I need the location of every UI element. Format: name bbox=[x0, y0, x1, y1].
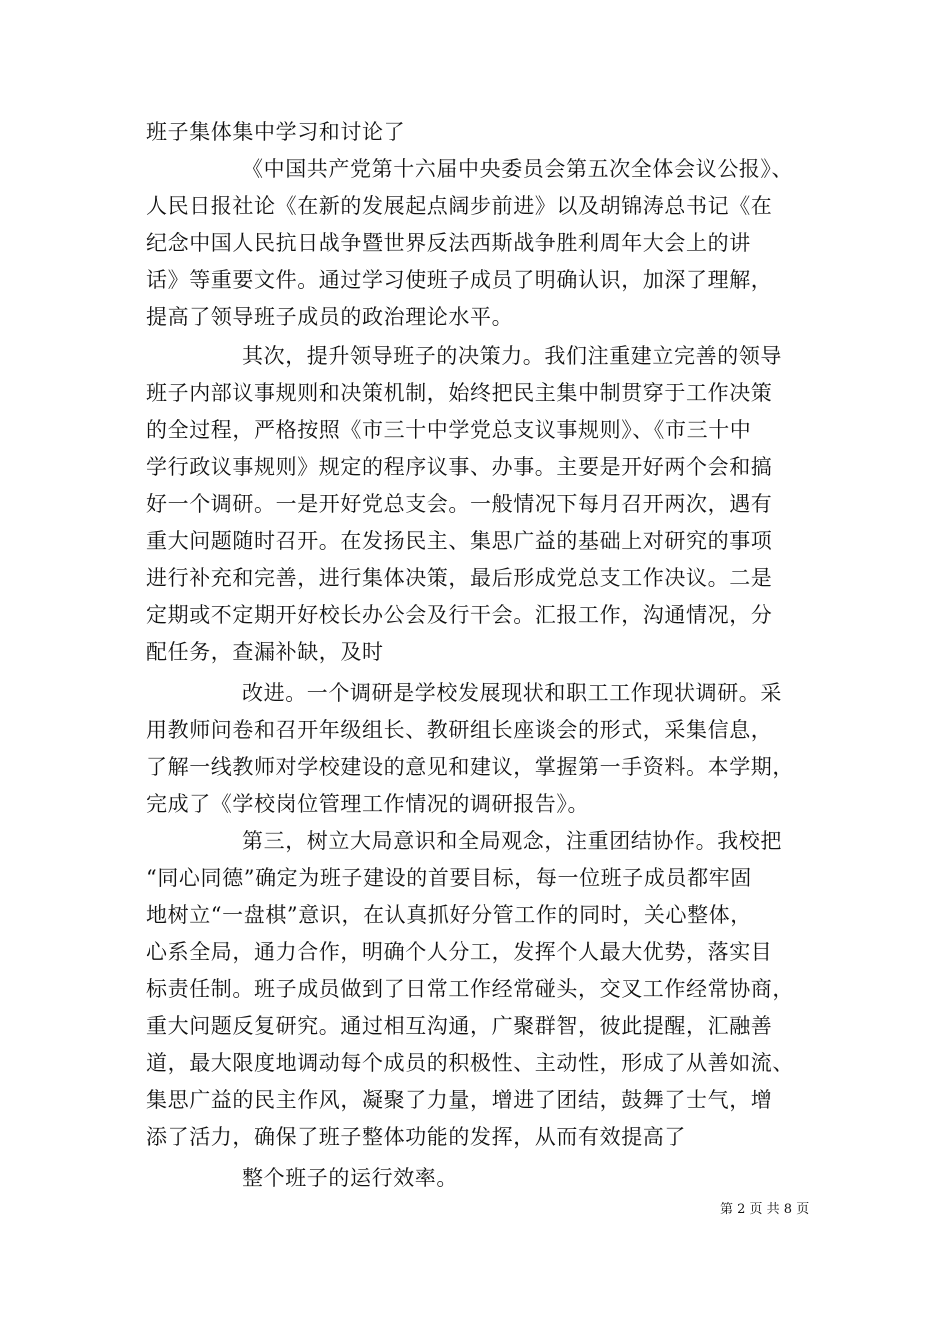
text-line: 用教师问卷和召开年级组长、教研组长座谈会的形式，采集信息， bbox=[146, 718, 773, 742]
text-line: 重大问题反复研究。通过相互沟通，广聚群智，彼此提醒，汇融善 bbox=[146, 1014, 773, 1038]
text-line: 进行补充和完善，进行集体决策，最后形成党总支工作决议。二是 bbox=[146, 566, 773, 590]
paragraph-research bbox=[146, 675, 836, 823]
paragraph-efficiency bbox=[146, 1160, 836, 1197]
text-line: 定期或不定期开好校长办公会及行干会。汇报工作，沟通情况，分 bbox=[146, 603, 773, 627]
text-line: 标责任制。班子成员做到了日常工作经常碰头，交叉工作经常协商， bbox=[146, 977, 794, 1001]
text-line: 提高了领导班子成员的政治理论水平。 bbox=[146, 305, 514, 329]
text-line: 其次，提升领导班子的决策力。我们注重建立完善的领导 bbox=[242, 344, 782, 368]
text-line: 了解一线教师对学校建设的意见和建议，掌握第一手资料。本学期， bbox=[146, 755, 794, 779]
text-line: 添了活力，确保了班子整体功能的发挥，从而有效提高了 bbox=[146, 1125, 686, 1149]
text-line: 的全过程，严格按照《市三十中学党总支议事规则》、《市三十中 bbox=[146, 418, 752, 442]
paragraph-decision bbox=[146, 338, 836, 671]
page-number-footer: 第 2 页 共 8 页 bbox=[720, 1202, 810, 1217]
text-line: “同心同德”确定为班子建设的首要目标，每一位班子成员都牢固 bbox=[146, 866, 752, 890]
text-line: 道，最大限度地调动每个成员的积极性、主动性，形成了从善如流、 bbox=[146, 1051, 794, 1075]
text-line: 集思广益的民主作风，凝聚了力量，增进了团结，鼓舞了士气，增 bbox=[146, 1088, 773, 1112]
paragraph-study bbox=[146, 114, 836, 336]
text-line: 好一个调研。一是开好党总支会。一般情况下每月召开两次，遇有 bbox=[146, 492, 773, 516]
text-line: 学行政议事规则》规定的程序议事、办事。主要是开好两个会和搞 bbox=[146, 455, 773, 479]
text-line: 第三，树立大局意识和全局观念，注重团结协作。我校把 bbox=[242, 829, 782, 853]
text-line: 重大问题随时召开。在发扬民主、集思广益的基础上对研究的事项 bbox=[146, 529, 773, 553]
text-line: 班子内部议事规则和决策机制，始终把民主集中制贯穿于工作决策 bbox=[146, 381, 773, 405]
text-line: 话》等重要文件。通过学习使班子成员了明确认识，加深了理解， bbox=[146, 268, 773, 292]
text-line: 心系全局，通力合作，明确个人分工，发挥个人最大优势，落实目 bbox=[146, 940, 773, 964]
text-line: 地树立“一盘棋”意识，在认真抓好分管工作的同时，关心整体， bbox=[146, 903, 752, 927]
text-line: 完成了《学校岗位管理工作情况的调研报告》。 bbox=[146, 792, 590, 816]
paragraph-unity bbox=[146, 823, 836, 1156]
text-line: 班子集体集中学习和讨论了 bbox=[146, 120, 406, 144]
text-line: 改进。一个调研是学校发展现状和职工工作现状调研。采 bbox=[242, 681, 782, 705]
text-line: 配任务，查漏补缺，及时 bbox=[146, 640, 384, 664]
text-line: 纪念中国人民抗日战争暨世界反法西斯战争胜利周年大会上的讲 bbox=[146, 231, 751, 255]
text-line: 人民日报社论《在新的发展起点阔步前进》以及胡锦涛总书记《在 bbox=[146, 194, 773, 218]
text-line: 《中国共产党第十六届中央委员会第五次全体会议公报》、 bbox=[242, 157, 794, 181]
text-line: 整个班子的运行效率。 bbox=[242, 1166, 458, 1190]
